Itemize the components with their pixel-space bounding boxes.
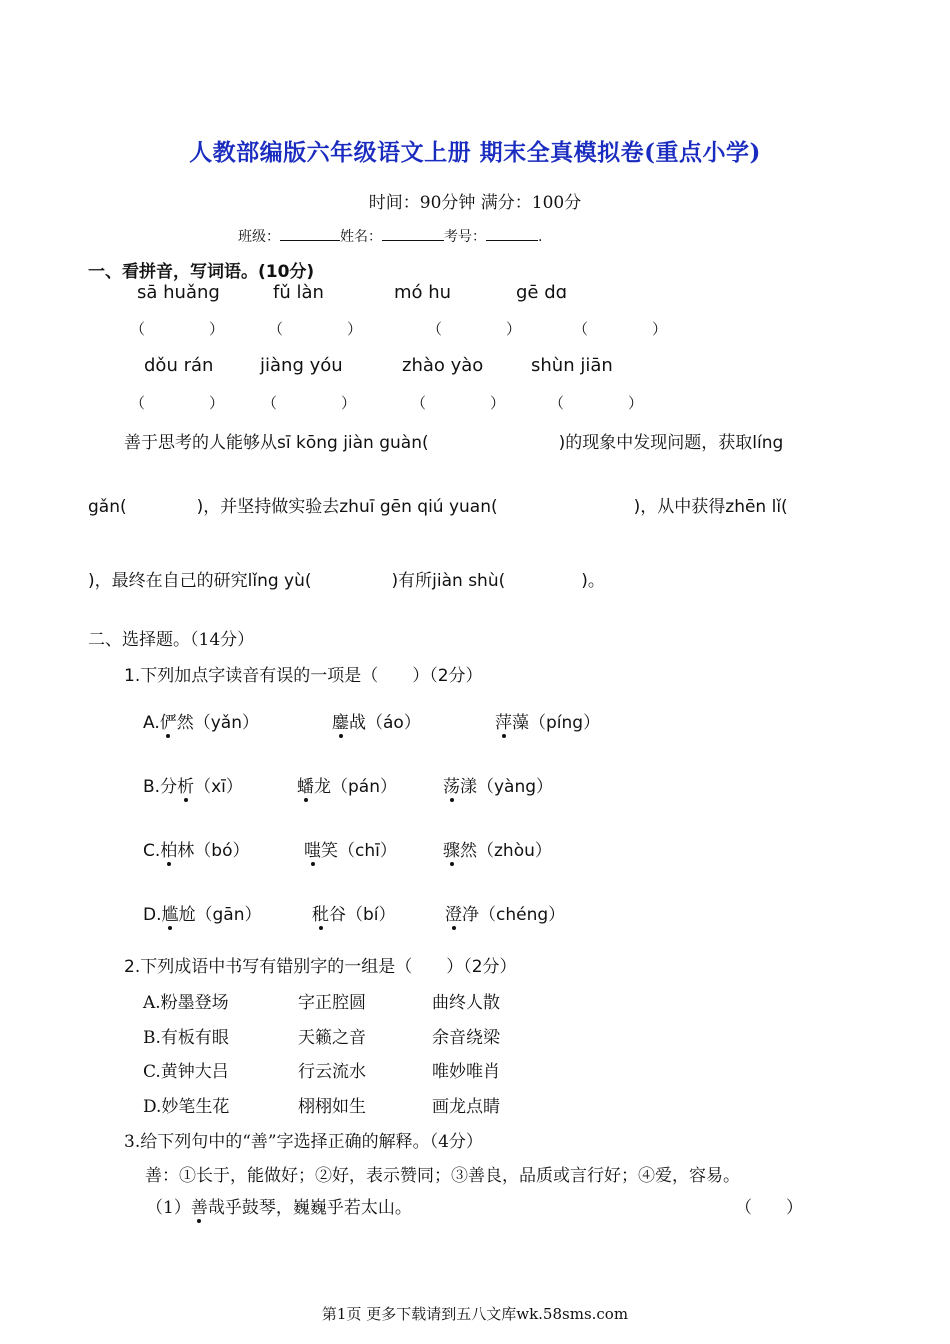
q2-stem: 2.下列成语中书写有错别字的一组是（ ）（2分） <box>124 957 517 977</box>
end-mark: . <box>538 229 543 245</box>
pinyin-3: mó hu <box>394 282 452 303</box>
q2-word: 画龙点睛 <box>432 1097 500 1117</box>
q2-word: 字正腔圆 <box>298 993 366 1013</box>
exam-info: 时间：90分钟 满分：100分 <box>368 193 582 213</box>
class-label: 班级： <box>238 229 280 245</box>
q1-option-d3: 澄净（chéng） <box>445 900 565 925</box>
answer-paren-6[interactable]: （ ） <box>262 394 357 412</box>
answer-paren-4[interactable]: （ ） <box>573 320 668 338</box>
q1-option-b1[interactable]: B.分析（xī） <box>143 772 243 797</box>
class-blank[interactable] <box>280 226 340 241</box>
q2-word: 唯妙唯肖 <box>432 1062 500 1082</box>
q2-option-c[interactable]: C.黄钟大吕 <box>143 1062 229 1082</box>
answer-paren-8[interactable]: （ ） <box>549 394 644 412</box>
q1-option-c2: 嗤笑（chī） <box>304 836 397 861</box>
q2-word: 栩栩如生 <box>298 1097 366 1117</box>
q2-word: 天籁之音 <box>298 1028 366 1048</box>
q1-option-a3: 萍藻（píng） <box>495 708 600 733</box>
para-line2: gǎn( )，并坚持做实验去zhuī gēn qiú yuan( )，从中获得zhēn lǐ( <box>88 497 788 517</box>
q1-option-a2: 鏖战（áo） <box>332 708 421 733</box>
q2-option-b[interactable]: B.有板有眼 <box>143 1028 229 1048</box>
q1-option-d2: 秕谷（bí） <box>312 900 396 925</box>
q2-option-a[interactable]: A.粉墨登场 <box>143 993 229 1013</box>
page-title: 人教部编版六年级语文上册 期末全真模拟卷(重点小学) <box>189 139 761 166</box>
pinyin-2: fǔ làn <box>273 282 324 303</box>
pinyin-6: jiàng yóu <box>260 355 343 376</box>
id-label: 考号： <box>444 229 486 245</box>
q2-option-d[interactable]: D.妙笔生花 <box>143 1097 230 1117</box>
pinyin-7: zhào yào <box>402 355 484 376</box>
pinyin-8: shùn jiān <box>531 355 613 376</box>
q3-definitions: 善：①长于，能做好；②好，表示赞同；③善良，品质或言行好；④爱，容易。 <box>145 1166 740 1186</box>
name-blank[interactable] <box>382 226 444 241</box>
answer-paren-3[interactable]: （ ） <box>427 320 522 338</box>
q2-word: 曲终人散 <box>432 993 500 1013</box>
para-line3: )，最终在自己的研究lǐng yù( )有所jiàn shù( )。 <box>88 571 605 591</box>
q1-option-d1[interactable]: D.尴尬（gān） <box>143 900 261 925</box>
id-blank[interactable] <box>486 226 538 241</box>
q3-item-1: （1）善哉乎鼓琴，巍巍乎若太山。 <box>146 1193 412 1218</box>
answer-paren-1[interactable]: （ ） <box>130 320 225 338</box>
pinyin-5: dǒu rán <box>144 355 214 376</box>
q1-option-b3: 荡漾（yàng） <box>443 772 553 797</box>
answer-paren-2[interactable]: （ ） <box>268 320 363 338</box>
answer-paren-5[interactable]: （ ） <box>130 394 225 412</box>
student-info-line <box>238 226 542 246</box>
q3-stem: 3.给下列句中的“善”字选择正确的解释。（4分） <box>124 1132 483 1152</box>
section2-heading: 二、选择题。（14分） <box>88 630 255 650</box>
q2-word: 行云流水 <box>298 1062 366 1082</box>
q1-stem: 1.下列加点字读音有误的一项是（ ）（2分） <box>124 666 483 686</box>
name-label: 姓名： <box>340 229 382 245</box>
q1-option-c1[interactable]: C.柏林（bó） <box>143 836 249 861</box>
q1-option-b2: 蟠龙（pán） <box>297 772 397 797</box>
q2-word: 余音绕梁 <box>432 1028 500 1048</box>
pinyin-1: sā huǎng <box>137 282 220 303</box>
section1-heading: 一、看拼音，写词语。(10分) <box>88 262 315 282</box>
answer-paren-7[interactable]: （ ） <box>411 394 506 412</box>
q1-option-a1[interactable]: A.俨然（yǎn） <box>143 708 259 733</box>
pinyin-4: gē dɑ <box>516 282 568 303</box>
para-line1: 善于思考的人能够从sī kōng jiàn guàn( )的现象中发现问题，获取líng <box>124 433 784 453</box>
page-footer: 第1页 更多下载请到五八文库wk.58sms.com <box>321 1305 629 1323</box>
q1-option-c3: 骤然（zhòu） <box>443 836 552 861</box>
q3-item-1-answer-paren[interactable]: （ ） <box>735 1198 803 1218</box>
